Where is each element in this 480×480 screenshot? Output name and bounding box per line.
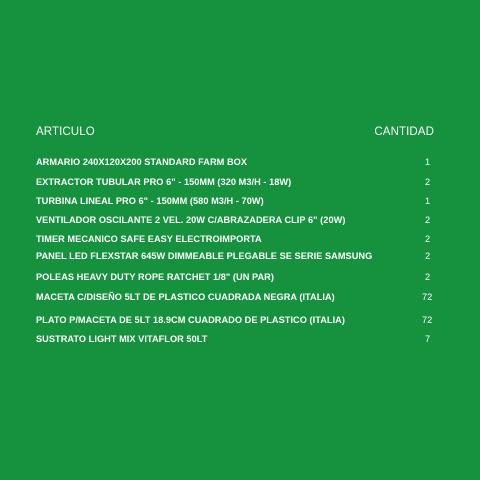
list-item [36, 315, 436, 329]
item-column-header: ARTICULO [36, 126, 95, 138]
item-name: MACETA C/DISEÑO 5LT DE PLASTICO CUADRADA NEGRA (ITALIA) [36, 292, 335, 302]
item-quantity: 7 [425, 334, 431, 344]
item-quantity: 1 [425, 196, 431, 206]
item-quantity: 2 [425, 234, 431, 244]
list-item [36, 251, 436, 265]
item-name: ARMARIO 240X120X200 STANDARD FARM BOX [36, 157, 247, 167]
item-quantity: 2 [425, 177, 431, 187]
list-item [36, 196, 436, 210]
item-name: VENTILADOR OSCILANTE 2 VEL. 20W C/ABRAZADERA CLIP 6" (20W) [36, 215, 346, 225]
list-item [36, 157, 436, 171]
item-name: TURBINA LINEAL PRO 6" - 150MM (580 M3/H - 70W) [36, 196, 264, 206]
list-item [36, 334, 436, 348]
item-quantity: 72 [422, 315, 433, 325]
item-name: PLATO P/MACETA DE 5LT 18.9CM CUADRADO DE PLASTICO (ITALIA) [36, 315, 345, 325]
list-item [36, 234, 436, 248]
item-name: POLEAS HEAVY DUTY ROPE RATCHET 1/8" (UN PAR) [36, 272, 274, 282]
list-item [36, 292, 436, 306]
item-name: EXTRACTOR TUBULAR PRO 6" - 150MM (320 M3/H - 18W) [36, 177, 292, 187]
item-quantity: 72 [422, 292, 433, 302]
item-name: SUSTRATO LIGHT MIX VITAFLOR 50LT [36, 334, 208, 344]
item-quantity: 2 [425, 215, 431, 225]
item-name: TIMER MECANICO SAFE EASY ELECTROIMPORTA [36, 234, 262, 244]
list-item [36, 215, 436, 229]
list-item [36, 272, 436, 286]
item-name: PANEL LED FLEXSTAR 645W DIMMEABLE PLEGABLE SE SERIE SAMSUNG [36, 251, 373, 261]
quantity-column-header: CANTIDAD [374, 126, 434, 138]
list-item [36, 177, 436, 191]
item-quantity: 2 [425, 272, 431, 282]
item-quantity: 2 [425, 251, 431, 261]
item-quantity: 1 [425, 157, 431, 167]
